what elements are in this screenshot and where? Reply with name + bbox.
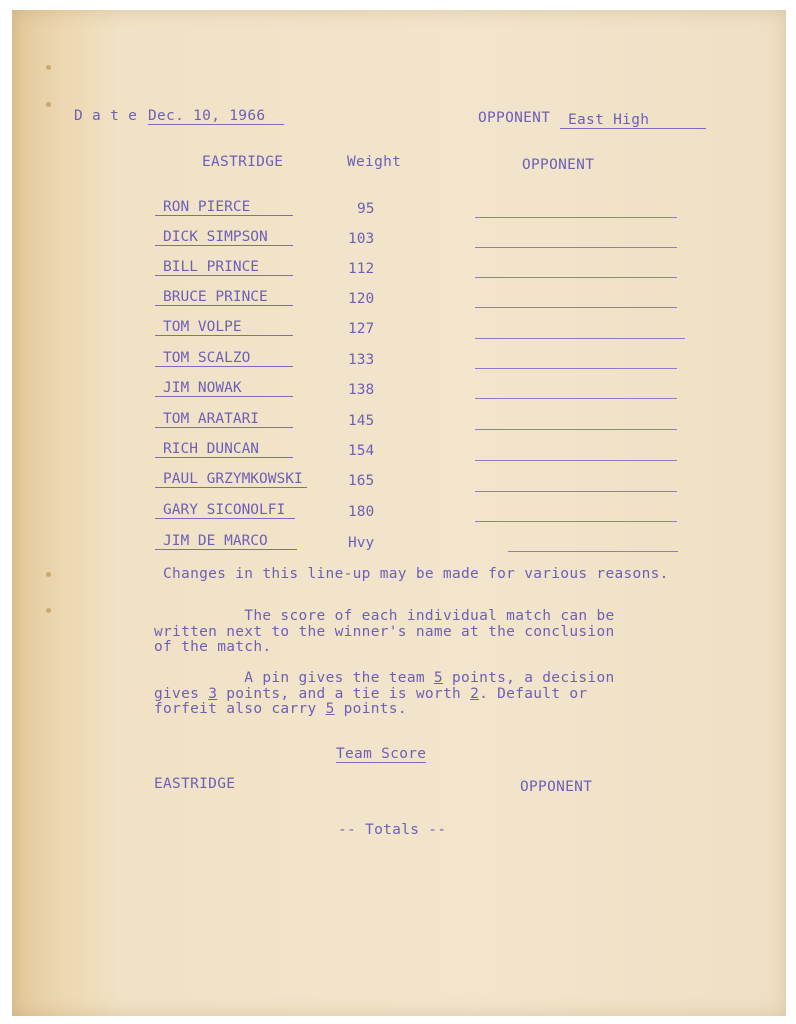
wrestler-weight: 138 — [348, 382, 375, 398]
wrestler-weight: 145 — [348, 413, 375, 429]
totals-label: -- Totals -- — [338, 822, 447, 838]
wrestler-weight: 120 — [348, 291, 375, 307]
points-text: points, a decision — [442, 670, 615, 686]
tie-points: 2 — [470, 686, 480, 702]
score-line-1: The score of each individual match can be — [154, 608, 615, 624]
wrestler-name: TOM ARATARI — [155, 411, 293, 428]
wrestler-name: GARY SICONOLFI — [155, 502, 295, 519]
score-line-2: written next to the winner's name at the conclusion — [154, 624, 615, 640]
points-text: A pin gives the team — [154, 670, 434, 686]
lineup-change-note: Changes in this line-up may be made for various reasons. — [163, 566, 669, 582]
wrestler-name: PAUL GRZYMKOWSKI — [155, 471, 307, 488]
opponent-blank-line — [475, 277, 677, 278]
points-text: points, and a tie is worth — [217, 686, 471, 702]
wrestler-weight: Hvy — [348, 535, 375, 551]
forfeit-points: 5 — [325, 701, 335, 717]
points-line-1 — [154, 671, 615, 687]
wrestler-name: JIM NOWAK — [155, 380, 293, 397]
opponent-blank-line — [508, 551, 678, 552]
wrestler-name: TOM VOLPE — [155, 319, 293, 336]
opponent-blank-line — [475, 491, 677, 492]
points-line-3 — [154, 702, 407, 718]
opponent-blank-line — [475, 398, 677, 399]
wrestler-weight: 180 — [348, 504, 375, 520]
wrestler-weight: 103 — [348, 231, 375, 247]
wrestler-name: RON PIERCE — [155, 199, 293, 216]
column-opponent: OPPONENT — [522, 157, 595, 173]
date-value: Dec. 10, 1966 — [148, 108, 284, 125]
decision-points: 3 — [208, 686, 218, 702]
opponent-blank-line — [475, 217, 677, 218]
wrestler-name: BILL PRINCE — [155, 259, 293, 276]
points-text: points. — [334, 701, 407, 717]
wrestler-weight: 133 — [348, 352, 375, 368]
wrestler-weight: 95 — [357, 201, 375, 217]
opponent-label: OPPONENT — [478, 110, 551, 126]
team-score-opponent: OPPONENT — [520, 779, 593, 795]
team-score-title: Team Score — [336, 746, 427, 762]
wrestler-name: BRUCE PRINCE — [155, 289, 293, 306]
opponent-blank-line — [475, 338, 685, 339]
points-text: gives — [154, 686, 209, 702]
opponent-blank-line — [475, 460, 677, 461]
wrestler-name: DICK SIMPSON — [155, 229, 293, 246]
date-label: D a t e — [74, 108, 138, 124]
opponent-blank-line — [475, 521, 677, 522]
opponent-blank-line — [475, 247, 677, 248]
wrestler-name: RICH DUNCAN — [155, 441, 293, 458]
wrestler-weight: 154 — [348, 443, 375, 459]
score-line-3: of the match. — [154, 639, 272, 655]
pin-points: 5 — [433, 670, 443, 686]
wrestler-weight: 127 — [348, 321, 375, 337]
wrestler-name: TOM SCALZO — [155, 350, 293, 367]
opponent-value: East High — [560, 112, 706, 129]
points-text: . Default or — [479, 686, 588, 702]
opponent-blank-line — [475, 429, 677, 430]
column-team: EASTRIDGE — [202, 154, 284, 170]
wrestler-weight: 165 — [348, 473, 375, 489]
column-weight: Weight — [347, 154, 402, 170]
opponent-blank-line — [475, 368, 677, 369]
opponent-blank-line — [475, 307, 677, 308]
team-score-eastridge: EASTRIDGE — [154, 776, 236, 792]
points-text: forfeit also carry — [154, 701, 326, 717]
wrestler-name: JIM DE MARCO — [155, 533, 297, 550]
wrestler-weight: 112 — [348, 261, 375, 277]
